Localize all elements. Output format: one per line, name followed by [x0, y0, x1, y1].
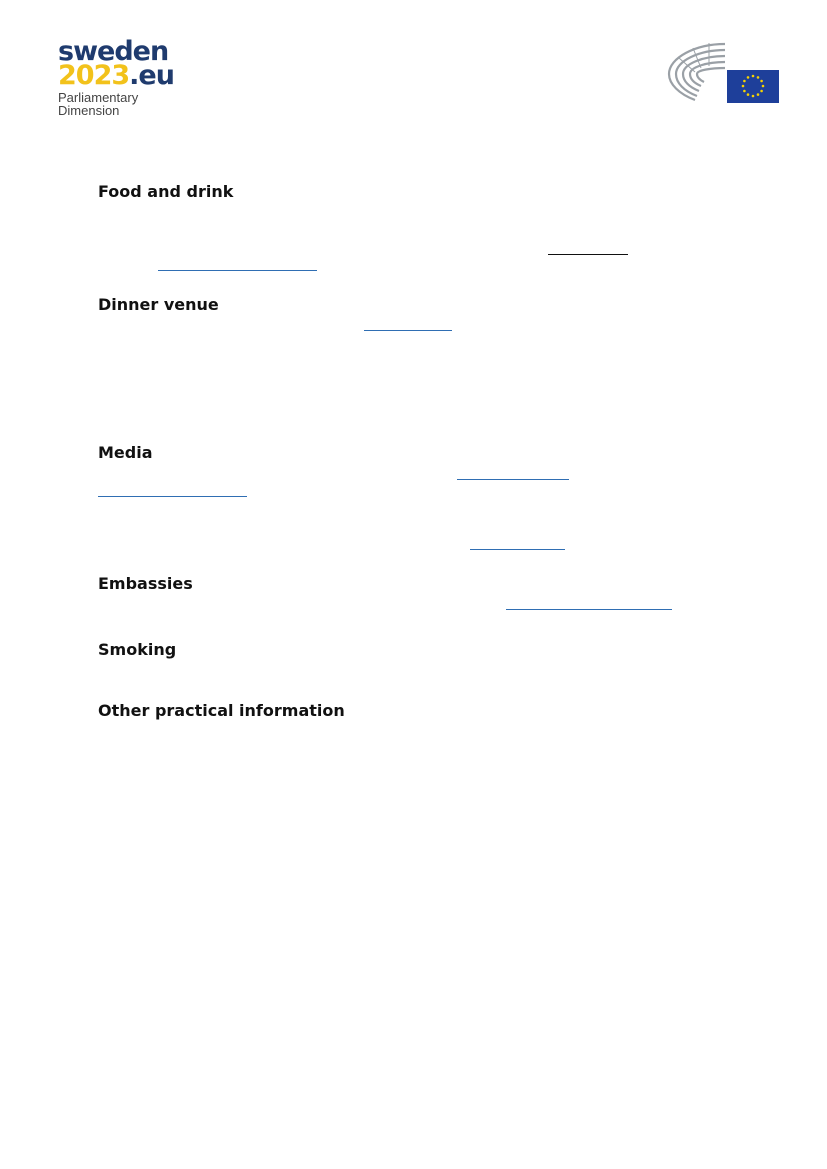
hemicycle-icon — [669, 43, 725, 100]
media-link-underline-2[interactable] — [98, 496, 247, 497]
heading-embassies: Embassies — [98, 574, 193, 593]
heading-other-practical-information: Other practical information — [98, 701, 345, 720]
media-link-underline-1[interactable] — [457, 479, 569, 480]
logo-dot: . — [129, 60, 139, 91]
media-link-underline-3[interactable] — [470, 549, 565, 550]
logo-subtitle-line1: Parliamentary — [58, 90, 139, 105]
logo-year: 2023 — [58, 60, 130, 91]
heading-dinner-venue: Dinner venue — [98, 295, 219, 314]
heading-smoking: Smoking — [98, 640, 177, 659]
heading-food-and-drink: Food and drink — [98, 182, 234, 201]
food-link-underline[interactable] — [158, 270, 317, 271]
logo-wordmark-sweden: sweden — [58, 36, 169, 67]
logo-wordmark-year — [58, 60, 174, 91]
sweden2023-logo — [58, 36, 174, 118]
blank-fill-line — [548, 254, 628, 255]
embassies-link-underline[interactable] — [506, 609, 672, 610]
heading-media: Media — [98, 443, 153, 462]
logo-tld: eu — [138, 60, 174, 91]
european-parliament-logo — [665, 40, 780, 104]
logo-subtitle — [58, 91, 168, 117]
dinner-venue-link-underline[interactable] — [364, 330, 452, 331]
logo-subtitle-line2: Dimension — [58, 103, 120, 118]
